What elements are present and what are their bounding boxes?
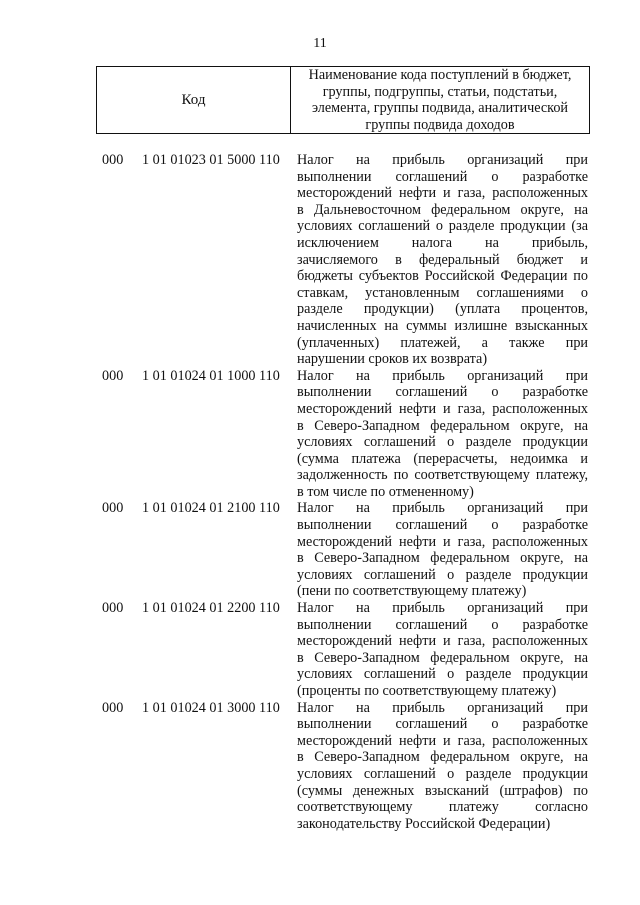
description-line: Налог на прибыль организаций при <box>297 152 588 168</box>
description-line: исключением налога на прибыль, <box>297 234 588 251</box>
description-line: задолженность по соответствующему платежу, <box>297 467 588 484</box>
description-line: в том числе по отмененному) <box>297 483 474 500</box>
description-line: условиях соглашений о разделе продукции <box>297 765 588 782</box>
description-line: условиях соглашений о разделе продукции <box>297 566 588 583</box>
row-admin-code: 000 <box>102 699 124 716</box>
row-admin-code: 000 <box>102 600 124 617</box>
table-body <box>0 152 640 832</box>
row-admin-code: 000 <box>102 152 124 168</box>
description-line: зачисляемого в федеральный бюджет и <box>297 251 588 268</box>
header-code-label: Код <box>97 67 291 133</box>
row-description <box>297 368 588 501</box>
description-line: месторождений нефти и газа, расположенных <box>297 185 588 202</box>
description-line: бюджеты субъектов Российской Федерации по <box>297 268 588 285</box>
description-line: в Северо-Западном федеральном округе, на <box>297 417 588 434</box>
description-line: в Дальневосточном федеральном округе, на <box>297 201 588 218</box>
description-line: выполнении соглашений о разработке <box>297 384 588 401</box>
row-admin-code: 000 <box>102 367 124 384</box>
description-line: месторождений нефти и газа, расположенных <box>297 633 588 650</box>
description-line: законодательству Российской Федерации) <box>297 815 551 832</box>
description-line: Налог на прибыль организаций при <box>297 600 588 617</box>
row-revenue-code: 1 01 01023 01 5000 110 <box>142 152 280 168</box>
description-line: Налог на прибыль организаций при <box>297 699 588 716</box>
description-line: выполнении соглашений о разработке <box>297 716 588 733</box>
row-revenue-code: 1 01 01024 01 1000 110 <box>142 367 280 384</box>
description-line: ставкам, установленным соглашениями о <box>297 284 588 301</box>
description-line: Налог на прибыль организаций при <box>297 367 588 384</box>
description-line: (проценты по соответствующему платежу) <box>297 683 557 699</box>
description-line: выполнении соглашений о разработке <box>297 616 588 633</box>
description-line: выполнении соглашений о разработке <box>297 168 588 185</box>
row-description <box>297 500 588 600</box>
description-line: (суммы денежных взысканий (штрафов) по <box>297 782 588 799</box>
row-revenue-code: 1 01 01024 01 3000 110 <box>142 699 280 716</box>
description-line: в Северо-Западном федеральном округе, на <box>297 749 588 766</box>
table-row <box>0 152 640 368</box>
row-revenue-code: 1 01 01024 01 2200 110 <box>142 600 280 617</box>
description-line: условиях соглашений о разделе продукции <box>297 434 588 451</box>
description-line: в Северо-Западном федеральном округе, на <box>297 550 588 567</box>
description-line: Налог на прибыль организаций при <box>297 500 588 517</box>
description-line: условиях соглашений о разделе продукции <box>297 666 588 683</box>
description-line: (уплаченных) платежей, а также при <box>297 334 588 351</box>
description-line: месторождений нефти и газа, расположенных <box>297 400 588 417</box>
description-line: начисленных на суммы излишне взысканных <box>297 317 588 334</box>
table-row <box>0 500 640 600</box>
row-revenue-code: 1 01 01024 01 2100 110 <box>142 500 280 517</box>
table-row <box>0 368 640 501</box>
table-row <box>0 700 640 833</box>
description-line: месторождений нефти и газа, расположенных <box>297 732 588 749</box>
page-number: 11 <box>313 36 327 51</box>
table-header <box>96 66 590 134</box>
description-line: в Северо-Западном федеральном округе, на <box>297 649 588 666</box>
description-line: (сумма платежа (перерасчеты, недоимка и <box>297 450 588 467</box>
description-line: нарушении сроков их возврата) <box>297 351 488 368</box>
header-name-label: Наименование кода поступлений в бюджет, группы, подгруппы, статьи, подстатьи, элемента, группы подвида, аналитической группы подвида доходов <box>308 67 572 133</box>
description-line: условиях соглашений о разделе продукции (за <box>297 218 588 235</box>
row-description <box>297 700 588 833</box>
row-description <box>297 600 588 700</box>
row-admin-code: 000 <box>102 500 124 517</box>
description-line: (пени по соответствующему платежу) <box>297 583 527 600</box>
description-line: соответствующему платежу согласно <box>297 799 588 816</box>
table-row <box>0 600 640 700</box>
row-description <box>297 152 588 368</box>
description-line: разделе продукции) (уплата процентов, <box>297 301 588 318</box>
description-line: месторождений нефти и газа, расположенных <box>297 533 588 550</box>
description-line: выполнении соглашений о разработке <box>297 517 588 534</box>
